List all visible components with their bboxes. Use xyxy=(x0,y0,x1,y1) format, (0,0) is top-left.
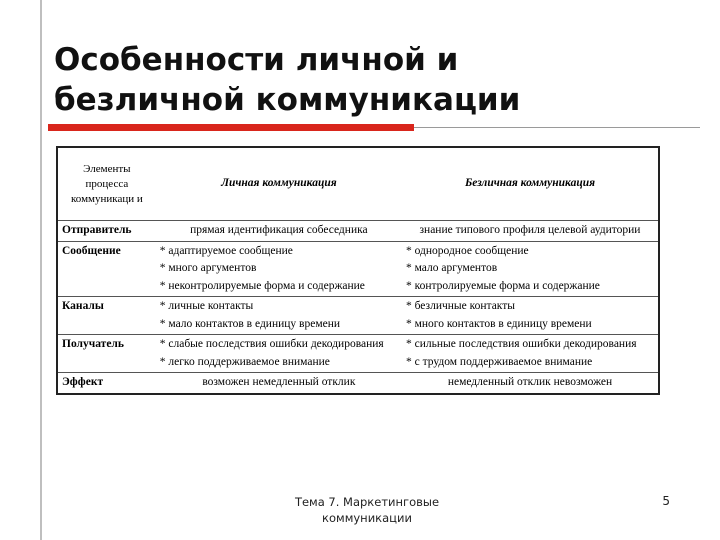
title-line-2: безличной коммуникации xyxy=(54,82,521,118)
cell-line: * сильные последствия ошибки декодирования xyxy=(405,338,637,350)
table-header-row xyxy=(57,147,659,221)
cell-line: немедленный отклик невозможен xyxy=(447,376,613,388)
row-label: Получатель xyxy=(57,335,156,373)
table-row xyxy=(57,297,659,335)
left-margin-line xyxy=(40,0,42,540)
cell-line: * много контактов в единицу времени xyxy=(405,317,592,330)
accent-bar xyxy=(48,124,414,131)
personal-cell xyxy=(156,373,402,394)
impersonal-cell xyxy=(402,221,659,242)
table-row xyxy=(57,221,659,242)
personal-cell xyxy=(156,297,402,335)
row-label: Отправитель xyxy=(57,221,156,242)
cell-line: знание типового профиля целевой аудитории xyxy=(419,224,641,236)
page-number: 5 xyxy=(662,494,670,508)
table-row xyxy=(57,241,659,297)
cell-line: * контролируемые форма и содержание xyxy=(405,279,600,292)
cell-line: * много аргументов xyxy=(159,262,257,274)
cell-line: * мало аргументов xyxy=(405,262,498,274)
header-elements: Элементы процесса коммуникаци и xyxy=(57,147,156,221)
cell-line: * легко поддерживаемое внимание xyxy=(159,355,330,368)
header-personal: Личная коммуникация xyxy=(156,147,402,221)
table-row xyxy=(57,335,659,373)
cell-line: * с трудом поддерживаемое внимание xyxy=(405,355,593,368)
cell-line: * адаптируемое сообщение xyxy=(159,244,293,257)
cell-line: * личные контакты xyxy=(159,300,254,312)
slide-title xyxy=(54,40,694,120)
row-label: Сообщение xyxy=(57,241,156,297)
impersonal-cell xyxy=(402,335,659,373)
cell-line: * мало контактов в единицу времени xyxy=(159,317,341,330)
impersonal-cell xyxy=(402,241,659,297)
cell-line: * однородное сообщение xyxy=(405,244,529,257)
row-label: Каналы xyxy=(57,297,156,335)
cell-line: * неконтролируемые форма и содержание xyxy=(159,279,365,292)
footer-topic: Тема 7. Маркетинговые коммуникации xyxy=(294,495,440,525)
title-line-1: Особенности личной и xyxy=(54,42,459,78)
comparison-table xyxy=(56,146,660,395)
cell-line: * слабые последствия ошибки декодирования xyxy=(159,338,384,350)
cell-line: * безличные контакты xyxy=(405,300,515,312)
row-label: Эффект xyxy=(57,373,156,394)
cell-line: прямая идентификация собеседника xyxy=(190,224,368,236)
cell-line: возможен немедленный отклик xyxy=(202,376,356,388)
table-row xyxy=(57,373,659,394)
header-impersonal: Безличная коммуникация xyxy=(402,147,659,221)
personal-cell xyxy=(156,335,402,373)
impersonal-cell xyxy=(402,373,659,394)
personal-cell xyxy=(156,221,402,242)
impersonal-cell xyxy=(402,297,659,335)
personal-cell xyxy=(156,241,402,297)
